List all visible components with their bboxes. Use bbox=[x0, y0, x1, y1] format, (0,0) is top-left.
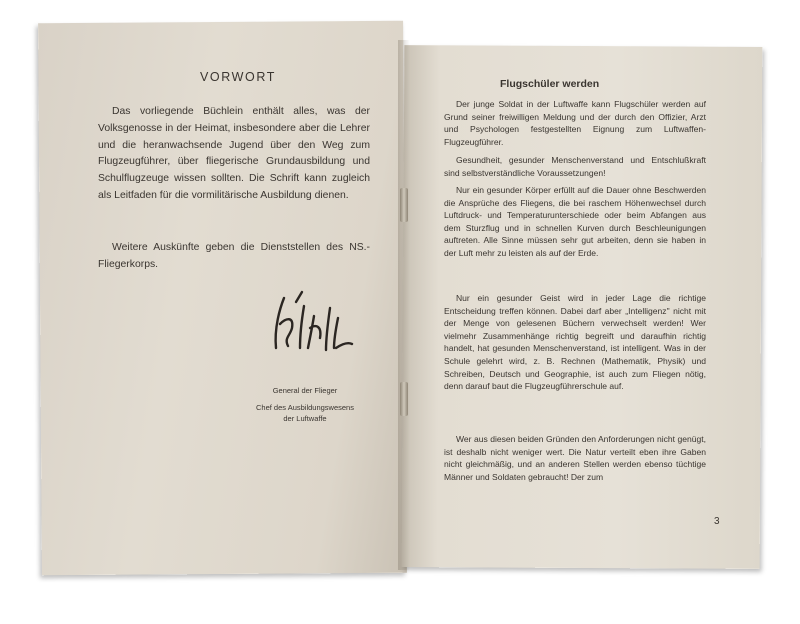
foreword-paragraph: Weitere Auskünfte geben die Dienststellen des NS.-Fliegerkorps. bbox=[98, 242, 370, 270]
body-paragraph: Nur ein gesunder Geist wird in jeder Lage die richtige Entscheidung treffen können. Dabei darf aber „Intelligenz" nicht mit der Menge von gelesenen Büchern verwechselt werden! Wer vielmehr Zusammenhänge richtig begreift und daraufhin richtig handelt, hat gesunden Menschenverstand, ist intelligent. Was in der Schule gelehrt wird, z. B. Rechnen (Mathematik, Physik) und Schreiben, Deutsch und Geographie, ist auch zum Fliegen nötig, denn darauf baut die Flugzeugführerschule auf. bbox=[444, 293, 706, 392]
staple-lower bbox=[400, 382, 408, 416]
left-page-heading: VORWORT bbox=[200, 70, 277, 84]
staple-upper bbox=[400, 188, 408, 222]
signature-subtitle: Chef des Ausbildungswesens bbox=[256, 403, 354, 412]
body-paragraph: Der junge Soldat in der Luftwaffe kann Flugschüler werden auf Grund seiner freiwilligen Meldung und der durch den Offizier, Arzt und Psychologen festgestellten Eignung zum Luftwaffen-Flugzeugführer. bbox=[444, 99, 706, 147]
spine-shadow bbox=[398, 40, 410, 570]
body-paragraph: Nur ein gesunder Körper erfüllt auf die Dauer ohne Beschwerden die Ansprüche des Fliegens, die bei raschem Höhenwechsel durch Luftdruck- und Temperaturunterschiede oder beim Abfangen aus dem Sturzflug und in schnellen Kurven durch Beschleunigungen auftreten. Alle Sinne müssen sehr gut arbeiten, denn sie haben in der Luft mehr zu leisten als auf der Erde. bbox=[444, 185, 706, 258]
handwritten-signature bbox=[266, 288, 356, 360]
right-page-heading: Flugschüler werden bbox=[500, 78, 600, 90]
signature-subtitle: der Luftwaffe bbox=[283, 414, 327, 423]
foreword-paragraph: Das vorliegende Büchlein enthält alles, was der Volksgenosse in der Heimat, insbesondere aber die Lehrer und die heranwachsende Jugend über den Weg zum Flugzeugführer, über fliegerische Grundausbildung und Schulflugzeuge wissen sollten. Die Schrift kann zugleich als Leitfaden für die vormilitärische Ausbildung dienen. bbox=[98, 106, 370, 201]
page-number: 3 bbox=[714, 516, 720, 527]
body-paragraph: Gesundheit, gesunder Menschenverstand und Entschlußkraft sind selbstverständliche Voraussetzungen! bbox=[444, 155, 706, 178]
body-paragraph: Wer aus diesen beiden Gründen den Anforderungen nicht genügt, ist deshalb nicht weniger wert. Die Natur verteilt eben ihre Gaben nicht gleichmäßig, und an anderen Stellen werden ebenso tüchtige Männer und Soldaten gebraucht! Der zum bbox=[444, 434, 706, 482]
signature-title: General der Flieger bbox=[272, 386, 338, 395]
